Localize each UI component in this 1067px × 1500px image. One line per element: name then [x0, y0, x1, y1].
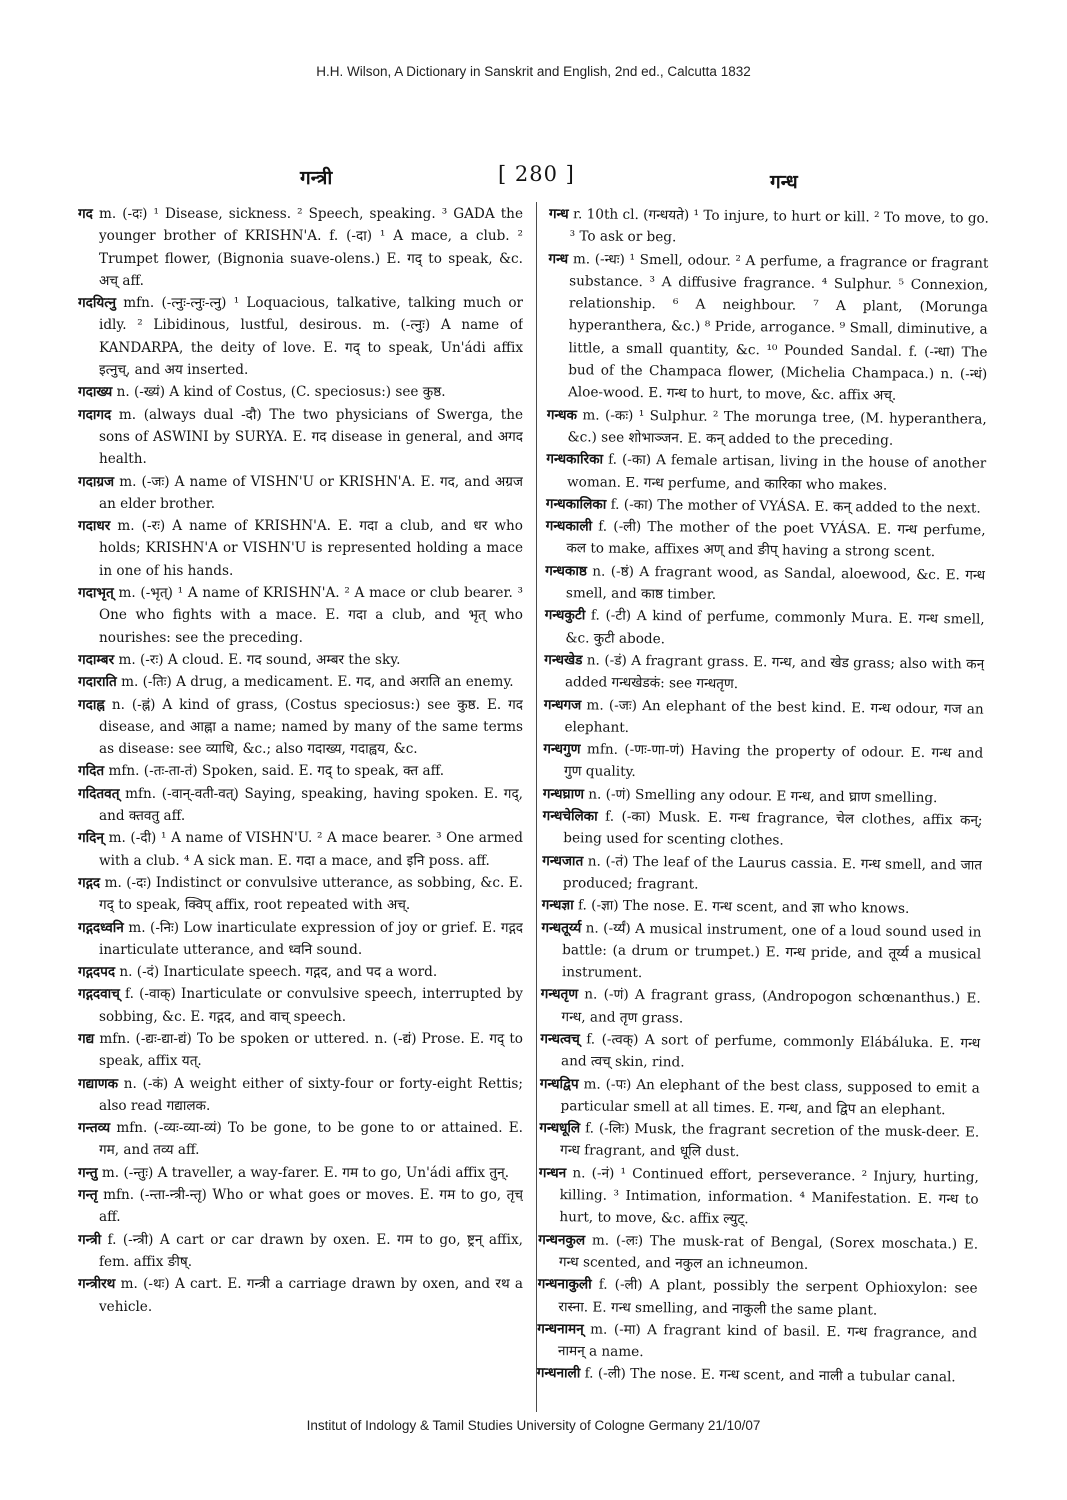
dictionary-entry [544, 649, 984, 698]
definition: m. (always dual -दौ) The two physicians of Swerga, the sons of ASWINI by SURYA. E. गद disease in general, and अगद health. [99, 406, 523, 468]
headword: गन्तृ [78, 1187, 98, 1204]
dictionary-entry [78, 917, 523, 962]
definition: mfn. (-तः-ता-तं) Spoken, said. E. गद् to speak, क्त aff. [108, 763, 445, 780]
definition: n. (-दं) Inarticulate speech. गद्गद, and पद a word. [119, 964, 438, 981]
dictionary-entry [544, 604, 984, 653]
headword: गन्तव्य [78, 1120, 111, 1137]
right-guide-word: गन्ध [770, 171, 798, 193]
definition: n. (-ख्यं) A kind of Costus, (C. speciosus:) see कुष्ठ. [116, 384, 446, 401]
definition: n. (-ष्ठं) A fragrant wood, as Sandal, aloewood, &c. E. गन्ध smell, and काष्ठ timber. [565, 563, 986, 603]
dictionary-entry [78, 649, 523, 671]
definition: mfn. (-त्नुः-त्नुः-त्नु) ¹ Loquacious, talkative, talking much or idly. ² Libidinous, lustful, desirous. m. (-त्नुः) A name of KANDARPA, the deity of love. E. गद् to speak, Un'ádi affix इत्नुच्, and अय inserted. [99, 295, 523, 379]
headword: गदयित्नु [78, 295, 116, 312]
definition: n. (-ह्नं) A kind of grass, (Costus speciosus:) see कुष्ठ. E. गद disease, and आह्ना a name; named by many of the same terms as disease: see व्याधि, &c.; also गदाख्य, गदाह्वय, &c. [99, 696, 523, 758]
dictionary-entry [540, 1028, 980, 1077]
dictionary-entry [537, 1362, 977, 1389]
dictionary-entry [537, 1318, 977, 1367]
dictionary-entry [78, 961, 523, 983]
headword: गद्गद [78, 874, 101, 891]
definition: mfn. (-न्ता-न्त्री-न्तृ) Who or what goes or moves. E. गम to go, तृच् aff. [99, 1187, 523, 1226]
right-column [536, 203, 989, 1423]
definition: n. (-र्य्यं) A musical instrument, one of a loud sound used in battle: (a drum or trumpet.) E. गन्ध pride, and तूर्य्य a musical instrument. [561, 919, 982, 982]
definition: m. (-रः) A name of KRISHN'A. E. गदा a club, and धर who holds; KRISHN'A or VISHN'U is represented holding a mace in one of his hands. [99, 518, 523, 579]
headword: गदितवत् [78, 785, 120, 802]
headword: गन्धखेड [544, 651, 583, 669]
definition: m. (-जः) A name of VISHN'U or KRISHN'A. E. गद, and अग्रज an elder brother. [99, 473, 523, 512]
headword: गन्ध [548, 250, 569, 267]
dictionary-entry [78, 203, 523, 292]
headword: गदाराति [78, 674, 117, 691]
headword: गदाग्रज [78, 473, 115, 490]
definition: m. (-लः) The musk-rat of Bengal, (Sorex moschata.) E. गन्ध scented, and नकुल an ichneumon. [558, 1232, 979, 1273]
definition: m. (-तिः) A drug, a medicament. E. गद, and अराति an enemy. [121, 674, 514, 691]
dictionary-entry [78, 694, 523, 761]
dictionary-entry [542, 850, 982, 899]
dictionary-entry [78, 471, 523, 516]
headword: गन्त्रीरथ [78, 1276, 116, 1293]
headword: गन्धकारिका [546, 451, 604, 468]
dictionary-entry [549, 203, 989, 252]
definition: n. (-तं) The leaf of the Laurus cassia. E. गन्ध smell, and जात produced; fragrant. [562, 853, 983, 893]
headword: गदिन् [78, 830, 104, 847]
headword: गन्धनाकुली [537, 1276, 592, 1293]
definition: m. (-न्धः) ¹ Smell, odour. ² A perfume, a fragrance or fragrant substance. ³ A diffusive fragrance. ⁴ Sulphur. ⁵ Connexion, relationship. ⁶ A neighbour. ⁷ A plant, (Morunga hyperanthera, &c.) ⁸ Pride, arrogance. ⁹ Small, diminutive, a little, a small quantity, &c. ¹⁰ Pounded Sandal. f. (-न्धा) The bud of the Champaca flower, (Michelia Champaca.) n. (-न्धं) Aloe-wood. E. गन्ध to hurt, to move, &c. affix अच्. [567, 250, 989, 405]
definition: m. (-दः) ¹ Disease, sickness. ² Speech, speaking. ³ GADA the younger brother of KRISHN'A. f. (-दा) ¹ A mace, a club. ² Trumpet flower, (Bignonia suave-olens.) E. गद् to speak, &c. अच् aff. [98, 206, 523, 289]
footer-credit: Institut of Indology & Tamil Studies University of Cologne Germany 21/10/07 [306, 1418, 761, 1433]
headword: गन्ध [548, 205, 569, 223]
definition: n. (-नं) ¹ Continued effort, perseverance. ² Injury, hurting, killing. ³ Intimation, information. ⁴ Manifestation. E. गन्ध to hurt, to move, &c. affix ल्युट्. [559, 1165, 979, 1228]
definition: f. (-का) Musk. E. गन्ध fragrance, चेल clothes, affix कन्; being used for scenting clothes. [563, 808, 983, 849]
headword: गन्धतृण [540, 986, 579, 1003]
dictionary-entry [540, 983, 980, 1032]
headword: गन्धगज [543, 696, 582, 713]
dictionary-entry [546, 448, 986, 497]
dictionary-entry [78, 1184, 523, 1229]
dictionary-entry [78, 1273, 523, 1318]
dictionary-entry [541, 916, 982, 987]
dictionary-entry [78, 1028, 523, 1073]
headword: गन्धचेलिका [542, 807, 598, 825]
headword: गद्याणक [78, 1075, 119, 1092]
dictionary-entry [78, 381, 523, 403]
definition: f. (-त्वक्) A sort of perfume, commonly Elábáluka. E. गन्ध and त्वच् skin, rind. [560, 1031, 981, 1071]
definition: f. (-का) The mother of VYÁSA. E. कन् added to the next. [610, 496, 981, 517]
left-column [78, 203, 523, 1418]
dictionary-entry [78, 671, 523, 693]
headword: गन्धन [538, 1164, 567, 1181]
definition: f. (-ली) The nose. E. गन्ध scent, and नाली a tubular canal. [584, 1365, 956, 1386]
headword: गन्त्री [78, 1231, 102, 1248]
headword: गन्धद्विप [539, 1075, 579, 1092]
headword: गदाह्न [78, 696, 105, 713]
headword: गन्धनकुल [538, 1231, 586, 1249]
dictionary-entry [538, 1229, 978, 1278]
definition: m. (-पः) An elephant of the best class, supposed to emit a particular smell at all times. E. गन्ध, and द्विप an elephant. [560, 1075, 980, 1119]
column-divider [536, 202, 537, 1412]
dictionary-entry [78, 783, 523, 828]
definition: f. (-ली) The mother of the poet VYÁSA. E. गन्ध perfume, कल to make, affixes अण् and ङीप् having a strong scent. [566, 518, 986, 561]
headword: गन्धकाष्ठ [545, 562, 587, 580]
dictionary-entry [546, 404, 986, 453]
headword: गन्धगुण [543, 741, 581, 758]
dictionary-entry [543, 738, 983, 787]
dictionary-entry [78, 582, 523, 649]
dictionary-entry [78, 292, 523, 381]
dictionary-entry [78, 1229, 523, 1274]
dictionary-entry [543, 694, 983, 743]
headword: गन्धजात [542, 852, 584, 870]
dictionary-entry [539, 1117, 979, 1166]
headword: गदाभृत् [78, 585, 114, 602]
headword: गद्गदवाच् [78, 986, 120, 1003]
dictionary-entry [78, 1162, 523, 1184]
headword: गन्धकुटी [544, 607, 586, 624]
dictionary-entry [547, 248, 989, 409]
definition: mfn. (-व्यः-व्या-व्यं) To be gone, to be gone to or attained. E. गम, and तव्य aff. [99, 1120, 523, 1159]
definition: f. (-ज्ञा) The nose. E. गन्ध scent, and ज्ञा who knows. [577, 897, 910, 918]
definition: f. (-टी) A kind of perfume, commonly Mura. E. गन्ध smell, &c. कुटी abode. [565, 607, 985, 647]
definition: n. (-कं) A weight either of sixty-four or forty-eight Rettis; also read गद्यालक. [99, 1075, 523, 1114]
dictionary-entry [542, 805, 982, 854]
left-guide-word: गन्त्री [300, 167, 333, 189]
dictionary-entry [545, 560, 985, 609]
headword: गन्धत्वच् [540, 1030, 580, 1048]
dictionary-entry [539, 1073, 979, 1122]
page-number: [ 280 ] [498, 162, 575, 186]
headword: गदागद [78, 406, 112, 423]
definition: m. (-कः) ¹ Sulphur. ² The morunga tree, (M. hyperanthera, &c.) see शोभाञ्जन. E. कन् added to the preceding. [567, 407, 987, 449]
headword: गन्धनामन् [537, 1320, 584, 1338]
definition: m. (-जः) An elephant of the best kind. E. गन्ध odour, गज an elephant. [564, 696, 984, 736]
headword: गन्धज्ञा [541, 897, 574, 914]
definition: r. 10th cl. (गन्धयते) ¹ To injure, to hurt or kill. ² To move, to go. ³ To ask or beg. [569, 206, 989, 246]
definition: mfn. (-द्यः-द्या-द्यं) To be spoken or uttered. n. (-द्यं) Prose. E. गद् to speak, affix यत्. [99, 1030, 523, 1070]
headword: गन्धधूलि [539, 1120, 581, 1137]
headword: गन्तु [78, 1164, 98, 1181]
dictionary-entry [538, 1162, 979, 1233]
definition: m. (-भृत्) ¹ A name of KRISHN'A. ² A mace or club bearer. ³ One who fights with a mace. E. गदा a club, and भृत् who nourishes: see the preceding. [99, 585, 523, 646]
headword: गदाधर [78, 518, 111, 535]
definition: n. (-णं) Smelling any odour. E गन्ध, and घ्राण smelling. [588, 786, 938, 806]
headword: गन्धकाली [545, 518, 593, 535]
dictionary-entry [78, 1117, 523, 1162]
headword: गदाख्य [78, 384, 113, 401]
headword: गद्गदपद [78, 964, 116, 981]
headword: गद [78, 206, 93, 222]
definition: f. (-लिः) Musk, the fragrant secretion of the musk-deer. E. गन्ध fragrant, and धूलि dust. [559, 1120, 980, 1161]
headword: गदित [78, 763, 105, 780]
definition: f. (-न्त्री) A cart or car drawn by oxen. E. गम to go, ष्ट्रन् affix, fem. affix ङीष्. [99, 1231, 523, 1270]
definition: mfn. (-णः-णा-णं) Having the property of odour. E. गन्ध and गुण quality. [563, 741, 984, 781]
dictionary-entry [78, 872, 523, 917]
definition: n. (-डं) A fragrant grass. E. गन्ध, and खेड grass; also with कन् added गन्धखेडकं: see गन्धतृण. [564, 652, 985, 693]
definition: f. (-ली) A plant, possibly the serpent Ophioxylon: see रास्ना. E. गन्ध smelling, and नाकुली the same plant. [558, 1276, 978, 1319]
dictionary-entry [545, 515, 985, 564]
dictionary-entry [78, 760, 523, 782]
headword: गन्धनाली [536, 1365, 581, 1382]
headword: गन्धतूर्य्य [541, 919, 582, 936]
definition: m. (-थः) A cart. E. गन्त्री a carriage drawn by oxen, and रथ a vehicle. [99, 1276, 523, 1315]
headword: गन्धकालिका [545, 495, 607, 513]
dictionary-entry [78, 1073, 523, 1118]
definition: m. (-न्तुः) A traveller, a way-farer. E. गम to go, Un'ádi affix तुन्. [101, 1164, 510, 1181]
definition: m. (-रः) A cloud. E. गद sound, अम्बर the sky. [118, 651, 401, 668]
definition: mfn. (-वान्-वती-वत्) Saying, speaking, having spoken. E. गद्, and क्तवतु aff. [99, 785, 523, 825]
dictionary-entry [78, 515, 523, 582]
source-citation: H.H. Wilson, A Dictionary in Sanskrit and English, 2nd ed., Calcutta 1832 [316, 64, 751, 79]
dictionary-entry [78, 827, 523, 872]
headword: गन्धक [546, 406, 578, 423]
headword: गद्य [78, 1030, 95, 1047]
headword: गदाम्बर [78, 651, 115, 668]
definition: f. (-वाक्) Inarticulate or convulsive speech, interrupted by sobbing, &c. E. गद्गद, and वाच् speech. [99, 986, 523, 1025]
dictionary-entry [537, 1273, 977, 1322]
definition: n. (-णं) A fragrant grass, (Andropogon schœnanthus.) E. गन्ध, and तृण grass. [561, 986, 981, 1027]
headword: गद्गदध्वनि [78, 919, 124, 936]
definition: m. (-दः) Indistinct or convulsive utterance, as sobbing, &c. E. गद् to speak, क्विप् affix, root repeated with अच्. [99, 874, 523, 914]
definition: m. (-मा) A fragrant kind of basil. E. गन्ध fragrance, and नामन् a name. [557, 1321, 978, 1361]
definition: f. (-का) A female artisan, living in the house of another woman. E. गन्ध perfume, and कारिका who makes. [566, 451, 987, 494]
headword: गन्धघ्राण [542, 785, 585, 803]
dictionary-entry [78, 404, 523, 471]
dictionary-entry [78, 983, 523, 1028]
definition: m. (-निः) Low inarticulate expression of joy or grief. E. गद्गद inarticulate utterance, and ध्वनि sound. [99, 919, 523, 958]
definition: m. (-दी) ¹ A name of VISHN'U. ² A mace bearer. ³ One armed with a club. ⁴ A sick man. E. गदा a mace, and इनि poss. aff. [99, 830, 523, 869]
